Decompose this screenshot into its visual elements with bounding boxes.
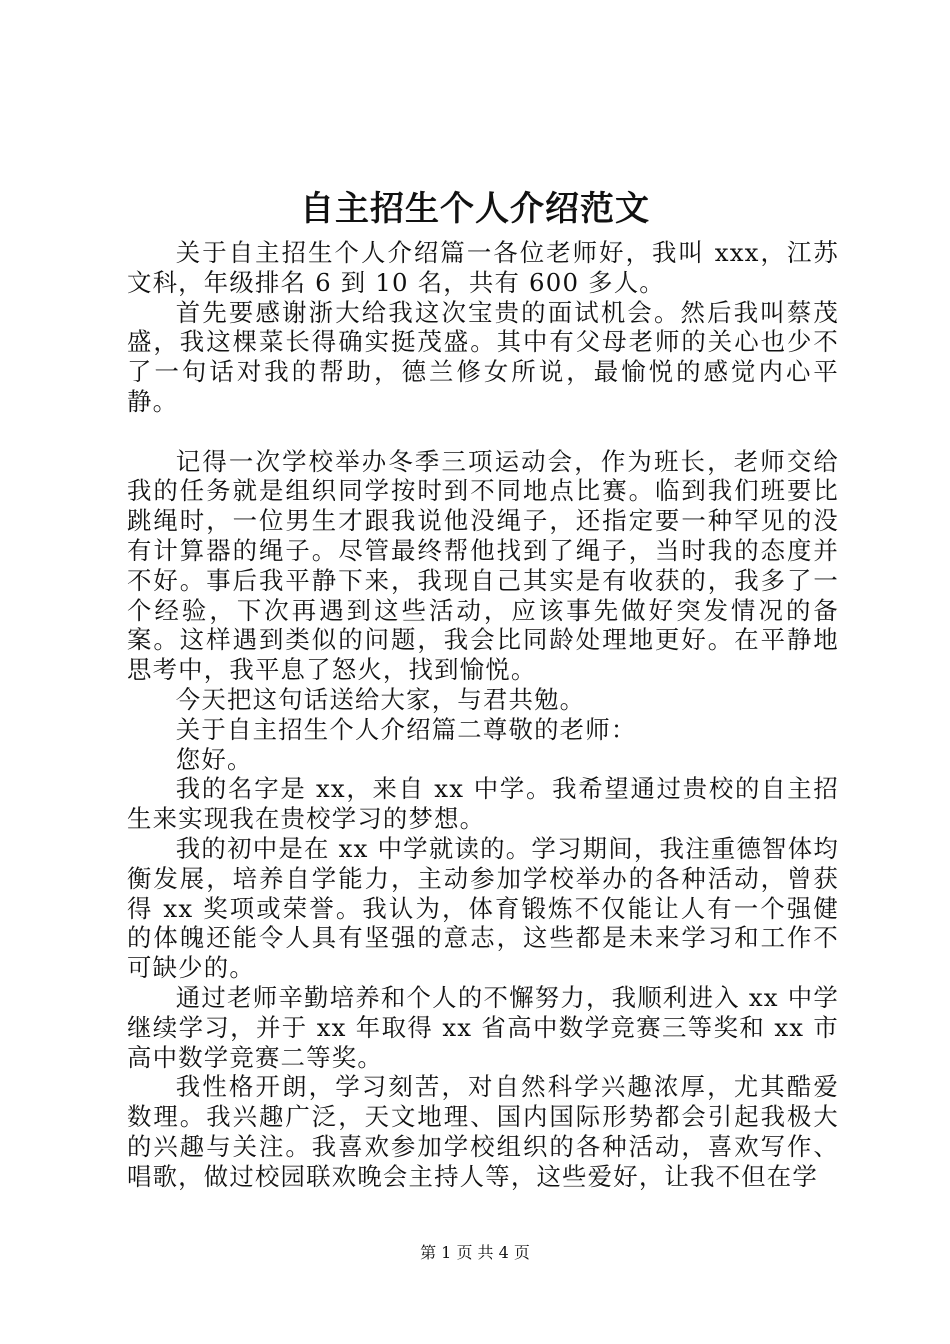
paragraph: 关于自主招生个人介绍篇二尊敬的老师： xyxy=(175,714,637,744)
paragraph: 通过老师辛勤培养和个人的不懈努力，我顺利进入 xx 中学继续学习，并于 xx 年取得 xx 省高中数学竞赛三等奖和 xx 市高中数学竞赛二等奖。 xyxy=(127,982,839,1072)
paragraph: 您好。 xyxy=(175,744,253,774)
paragraph: 首先要感谢浙大给我这次宝贵的面试机会。然后我叫蔡茂盛，我这棵菜长得确实挺茂盛。其中有父母老师的关心也少不了一句话对我的帮助，德兰修女所说，最愉悦的感觉内心平静。 xyxy=(127,297,839,416)
paragraph-spacer xyxy=(127,417,839,447)
paragraph: 我的名字是 xx，来自 xx 中学。我希望通过贵校的自主招生来实现我在贵校学习的梦想。 xyxy=(127,774,839,834)
page-footer: 第 1 页 共 4 页 xyxy=(420,1243,530,1262)
paragraph: 我性格开朗，学习刻苦，对自然科学兴趣浓厚，尤其酷爱数理。我兴趣广泛，天文地理、国内国际形势都会引起我极大的兴趣与关注。我喜欢参加学校组织的各种活动，喜欢写作、唱歌，做过校园联欢晚会主持人等，这些爱好，让我不但在学 xyxy=(127,1072,839,1191)
paragraph: 我的初中是在 xx 中学就读的。学习期间，我注重德智体均衡发展，培养自学能力，主动参加学校举办的各种活动，曾获得 xx 奖项或荣誉。我认为，体育锻炼不仅能让人有一个强健的体魄还能令人具有坚强的意志，这些都是未来学习和工作不可缺少的。 xyxy=(127,833,839,983)
paragraph: 今天把这句话送给大家，与君共勉。 xyxy=(175,684,586,714)
document-body xyxy=(127,238,839,1192)
paragraph: 记得一次学校举办冬季三项运动会，作为班长，老师交给我的任务就是组织同学按时到不同地点比赛。临到我们班要比跳绳时，一位男生才跟我说他没绳子，还指定要一种罕见的没有计算器的绳子。尽管最终帮他找到了绳子，当时我的态度并不好。事后我平静下来，我现自己其实是有收获的，我多了一个经验，下次再遇到这些活动，应该事先做好突发情况的备案。这样遇到类似的问题，我会比同龄处理地更好。在平静地思考中，我平息了怒火，找到愉悦。 xyxy=(127,446,839,685)
paragraph: 关于自主招生个人介绍篇一各位老师好，我叫 xxx，江苏文科，年级排名 6 到 10 名，共有 600 多人。 xyxy=(127,238,839,297)
document-title: 自主招生个人介绍范文 xyxy=(300,189,650,229)
